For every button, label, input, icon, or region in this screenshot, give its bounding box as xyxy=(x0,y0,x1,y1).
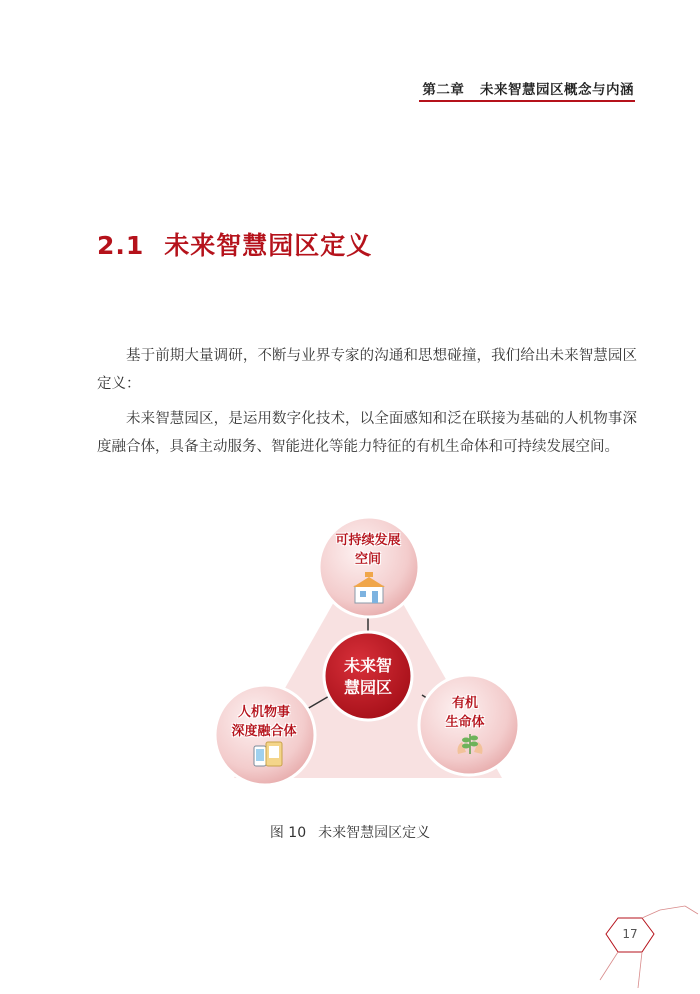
center-node-label xyxy=(328,655,408,699)
right-node-label xyxy=(415,694,515,732)
hexagon-decoration xyxy=(590,900,700,990)
figure-number: 图 10 xyxy=(269,825,307,841)
top-node-line1: 可持续发展 xyxy=(335,533,401,548)
figure-title: 未来智慧园区定义 xyxy=(318,825,431,841)
devices-icon xyxy=(254,742,282,766)
right-node-line1: 有机 xyxy=(451,696,478,711)
top-node-label xyxy=(311,531,425,569)
right-node-line2: 生命体 xyxy=(445,715,485,730)
header-rule xyxy=(419,100,635,102)
chapter-number: 第二章 xyxy=(422,82,465,98)
figure-caption xyxy=(0,822,700,842)
page-number-decoration xyxy=(590,900,700,990)
definition-figure xyxy=(214,510,522,790)
center-node-line1: 未来智 xyxy=(343,656,392,675)
running-header xyxy=(422,78,634,98)
section-title xyxy=(97,226,372,262)
section-number: 2.1 xyxy=(97,231,145,260)
paragraph-1: 基于前期大量调研，不断与业界专家的沟通和思想碰撞，我们给出未来智慧园区定义： xyxy=(97,348,637,392)
left-node-line1: 人机物事 xyxy=(237,705,290,720)
left-node-line2: 深度融合体 xyxy=(231,724,297,739)
top-node-line2: 空间 xyxy=(354,552,381,567)
left-node-label xyxy=(214,703,314,741)
paragraph-2: 未来智慧园区，是运用数字化技术，以全面感知和泛在联接为基础的人机物事深度融合体，具备主动服务、智能进化等能力特征的有机生命体和可持续发展空间。 xyxy=(97,411,637,455)
center-node-line2: 慧园区 xyxy=(343,678,392,697)
chapter-title: 未来智慧园区概念与内涵 xyxy=(480,82,634,98)
page-number: 17 xyxy=(622,927,638,941)
section-title-text: 未来智慧园区定义 xyxy=(164,231,373,260)
